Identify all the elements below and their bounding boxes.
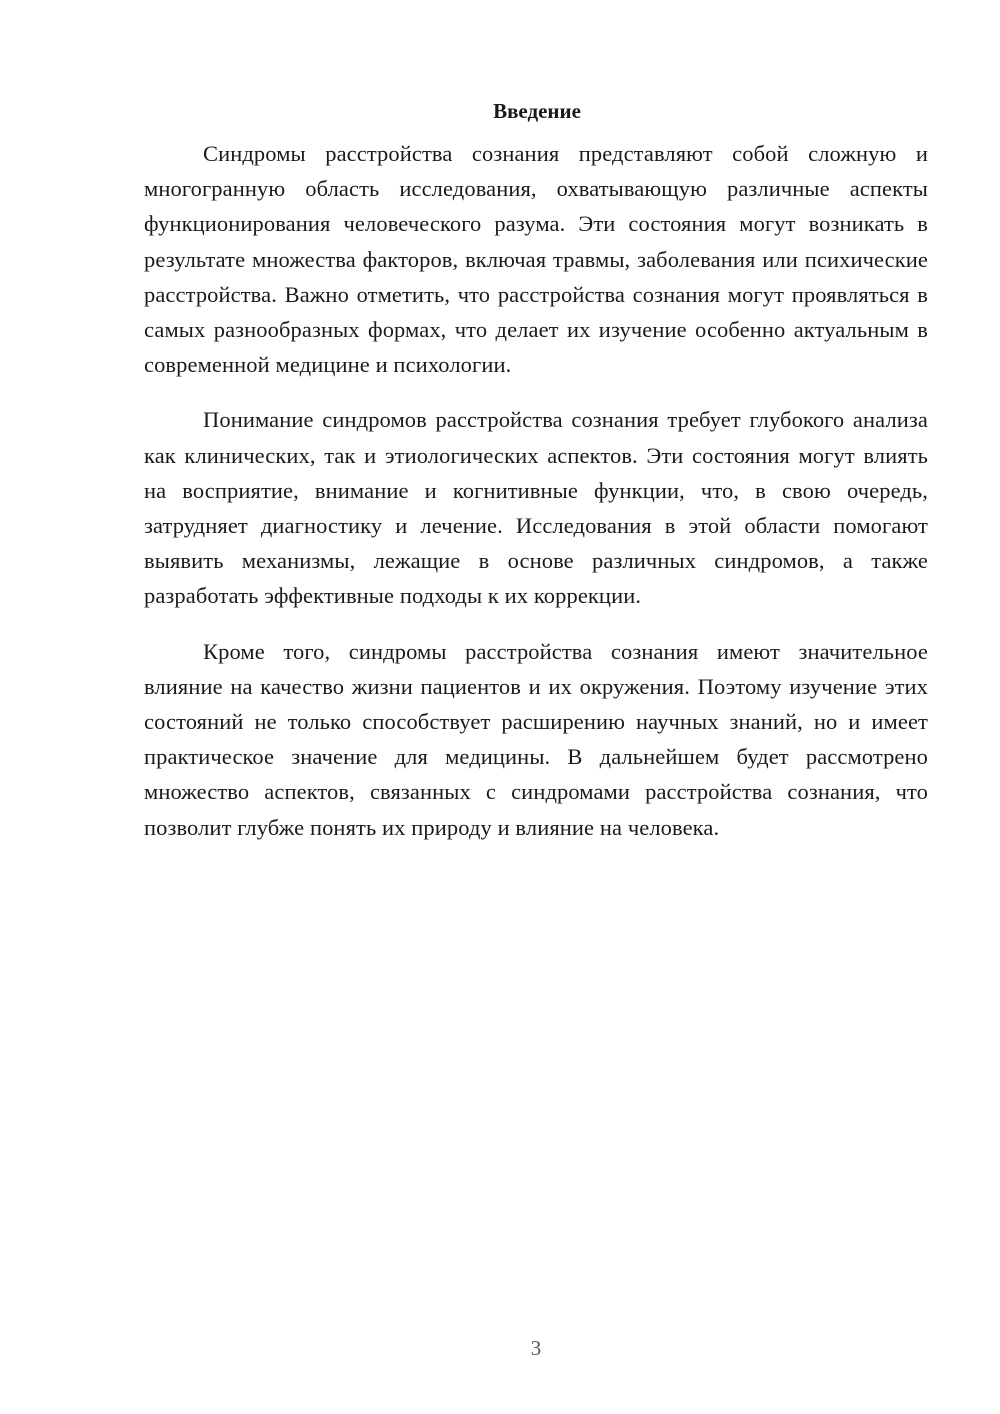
- paragraph-3: Кроме того, синдромы расстройства сознания имеют значительное влияние на качество жизни пациентов и их окружения. Поэтому изучение этих состояний не только способствует расширению научных знаний, но и имеет практическое значение для медицины. В дальнейшем будет рассмотрено множество аспектов, связанных с синдромами расстройства сознания, что позволит глубже понять их природу и влияние на человека.: [144, 638, 928, 840]
- paragraph-1: Синдромы расстройства сознания представляют собой сложную и многогранную область исследования, охватывающую различные аспекты функционирования человеческого разума. Эти состояния могут возникать в результате множества факторов, включая травмы, заболевания или психические расстройства. Важно отметить, что расстройства сознания могут проявляться в самых разнообразных формах, что делает их изучение особенно актуальным в современной медицине и психологии.: [144, 141, 928, 378]
- paragraph-2: Понимание синдромов расстройства сознания требует глубокого анализа как клинических, так и этиологических аспектов. Эти состояния могут влиять на восприятие, внимание и когнитивные функции, что, в свою очередь, затрудняет диагностику и лечение. Исследования в этой области помогают выявить механизмы, лежащие в основе различных синдромов, а также разработать эффективные подходы к их коррекции.: [144, 407, 928, 609]
- section-heading: Введение: [493, 99, 581, 123]
- page-number: 3: [530, 1336, 542, 1360]
- page-content: [144, 94, 928, 865]
